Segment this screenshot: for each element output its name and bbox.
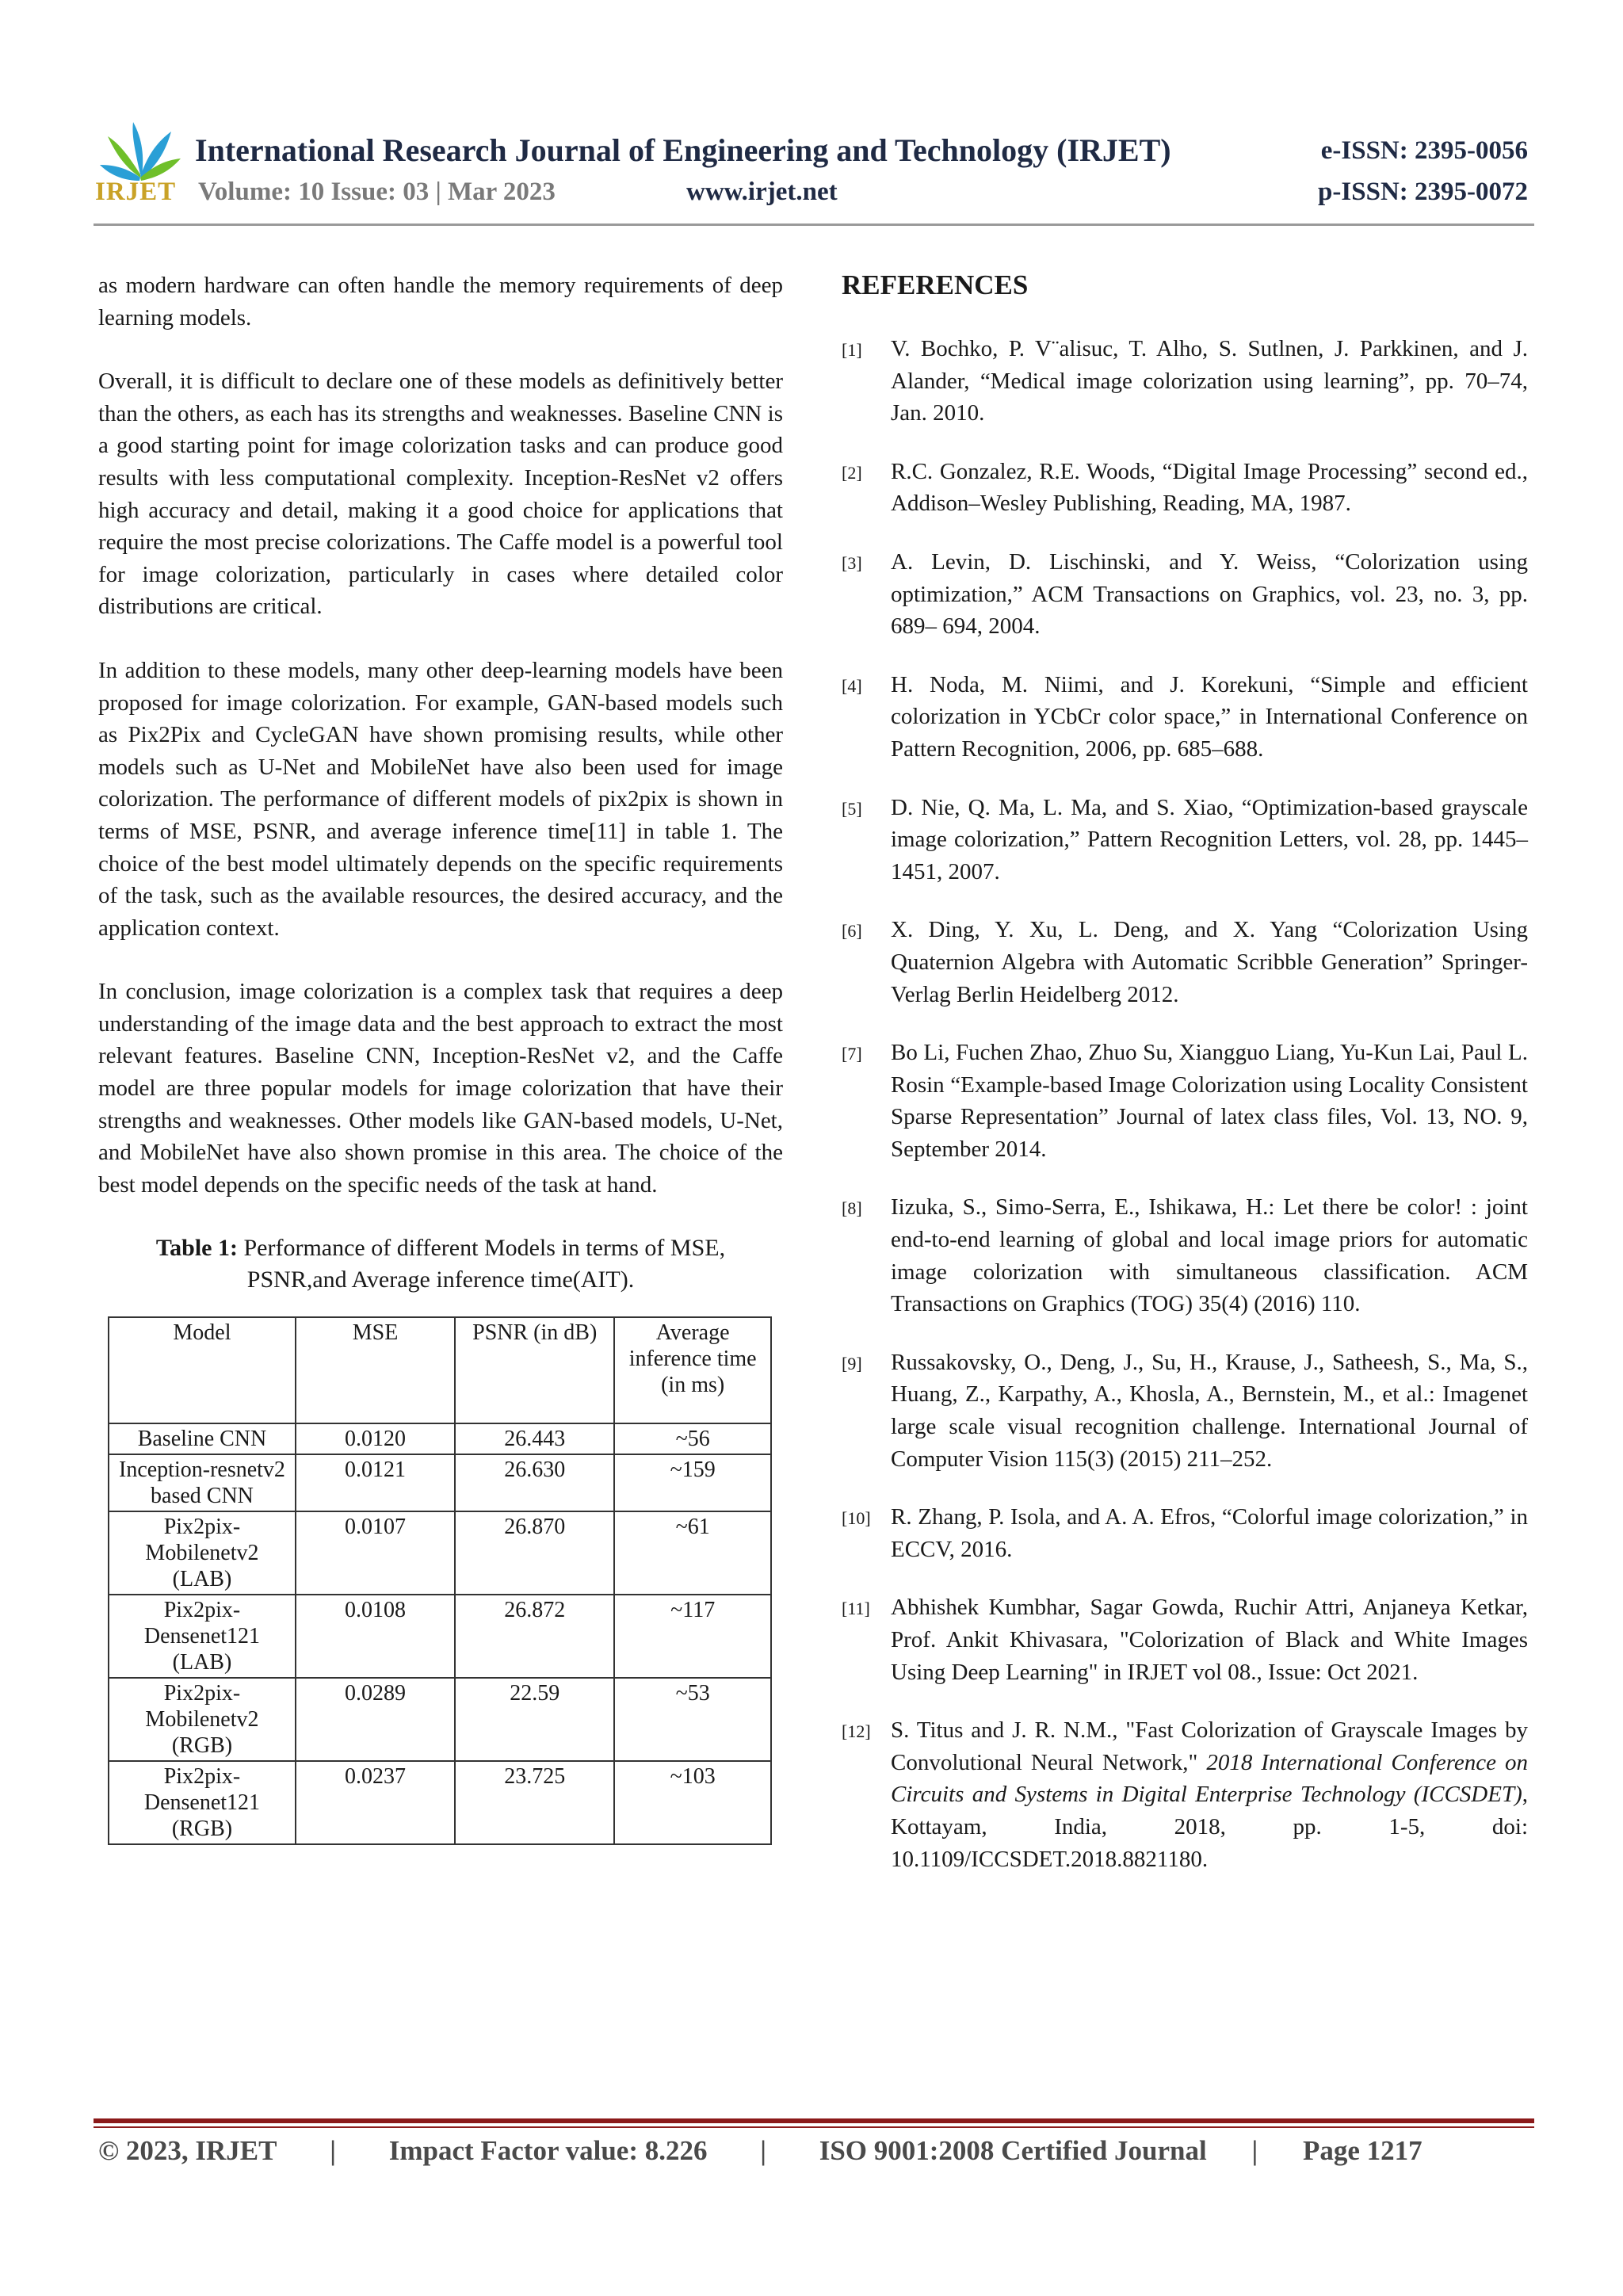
reference-text: , Kottayam, India, 2018, pp. 1-5, doi: 10.1109/ICCSDET.2018.8821180. bbox=[891, 1782, 1528, 1872]
reference-text: Russakovsky, O., Deng, J., Su, H., Krause, J., Satheesh, S., Ma, S., Huang, Z., Karpathy, A., Khosla, A., Bernstein, M., et al.: Imagenet large scale visual recognition challenge. International Journal of Computer Vision 115(3) (2015) 211–252. bbox=[891, 1349, 1528, 1472]
reference-number: [1] bbox=[842, 340, 862, 360]
reference-number: [5] bbox=[842, 798, 862, 819]
right-column bbox=[842, 269, 1528, 1901]
table-row bbox=[109, 1678, 771, 1761]
header-ait: Average inference time (in ms) bbox=[614, 1317, 771, 1423]
cell-mse: 0.0289 bbox=[296, 1678, 455, 1761]
cell-psnr: 26.870 bbox=[455, 1511, 614, 1595]
reference-number: [12] bbox=[842, 1721, 871, 1742]
footer-page-number: Page 1217 bbox=[1302, 2135, 1423, 2166]
table-header-row bbox=[109, 1317, 771, 1423]
references-heading: REFERENCES bbox=[842, 269, 1029, 300]
website-link[interactable]: www.irjet.net bbox=[686, 178, 838, 206]
cell-ait: ~103 bbox=[614, 1761, 771, 1844]
reference-number: [2] bbox=[842, 462, 862, 483]
reference-number: [11] bbox=[842, 1599, 870, 1619]
cell-model: Pix2pix-Densenet121 (RGB) bbox=[109, 1761, 296, 1844]
footer-divider-thin bbox=[94, 2126, 1534, 2128]
header-psnr: PSNR (in dB) bbox=[455, 1317, 614, 1423]
table-caption-line1: Performance of different Models in terms of MSE, bbox=[237, 1235, 726, 1262]
footer-divider bbox=[94, 2118, 1534, 2123]
cell-ait: ~117 bbox=[614, 1595, 771, 1678]
table-caption bbox=[98, 1232, 783, 1296]
reference-text: Bo Li, Fuchen Zhao, Zhuo Su, Xiangguo Liang, Yu-Kun Lai, Paul L. Rosin “Example-based Image Colorization using Locality Consistent Sparse Representation” Journal of latex class files, Vol. 13, NO. 9, September 2014. bbox=[891, 1040, 1528, 1162]
reference-item bbox=[842, 546, 1528, 643]
cell-model: Baseline CNN bbox=[109, 1423, 296, 1454]
reference-text: R. Zhang, P. Isola, and A. A. Efros, “Colorful image colorization,” in ECCV, 2016. bbox=[891, 1504, 1528, 1562]
reference-text: R.C. Gonzalez, R.E. Woods, “Digital Image Processing” second ed., Addison–Wesley Publishing, Reading, MA, 1987. bbox=[891, 458, 1528, 517]
cell-ait: ~159 bbox=[614, 1454, 771, 1511]
reference-text: Iizuka, S., Simo-Serra, E., Ishikawa, H.: Let there be color! : joint end-to-end learning of global and local image priors for automatic image colorization with simultaneous classification. ACM Transactions on Graphics (TOG) 35(4) (2016) 110. bbox=[891, 1194, 1528, 1317]
table-caption-label: Table 1: bbox=[155, 1235, 238, 1262]
reference-text: Abhishek Kumbhar, Sagar Gowda, Ruchir Attri, Anjaneya Ketkar, Prof. Ankit Khivasara, "Colorization of Black and White Images Using Deep Learning" in IRJET vol 08., Issue: Oct 2021. bbox=[891, 1595, 1528, 1685]
reference-number: [3] bbox=[842, 552, 862, 573]
eissn: e-ISSN: 2395-0056 bbox=[1320, 136, 1528, 165]
reference-item bbox=[842, 456, 1528, 520]
reference-number: [8] bbox=[842, 1198, 862, 1219]
logo-text: IRJET bbox=[95, 178, 177, 206]
table-row bbox=[109, 1761, 771, 1844]
journal-title: International Research Journal of Engineering and Technology (IRJET) bbox=[195, 132, 1171, 168]
footer-copyright: © 2023, IRJET bbox=[98, 2135, 277, 2166]
table-row bbox=[109, 1454, 771, 1511]
paragraph: In conclusion, image colorization is a complex task that requires a deep understanding of the image data and the best approach to extract the most relevant features. Baseline CNN, Inception-ResNet v2, and the Caffe model are three popular models for image colorization that have their strengths and weaknesses. Other models like GAN-based models, U-Net, and MobileNet have also shown promise in this area. The choice of the best model depends on the specific needs of the task at hand. bbox=[98, 979, 783, 1198]
pissn: p-ISSN: 2395-0072 bbox=[1318, 178, 1528, 206]
cell-mse: 0.0121 bbox=[296, 1454, 455, 1511]
cell-psnr: 23.725 bbox=[455, 1761, 614, 1844]
left-column bbox=[98, 269, 783, 1845]
reference-item bbox=[842, 792, 1528, 888]
reference-number: [10] bbox=[842, 1508, 871, 1529]
cell-model: Inception-resnetv2 based CNN bbox=[109, 1454, 296, 1511]
performance-table bbox=[108, 1316, 772, 1845]
reference-venue: 2018 International Conference on Circuits and Systems in Digital Enterprise Technology (ICCSDET) bbox=[891, 1749, 1529, 1808]
reference-text: V. Bochko, P. V¨alisuc, T. Alho, S. Sutlnen, J. Parkkinen, and J. Alander, “Medical image colorization using learning”, pp. 70–74, Jan. 2010. bbox=[891, 336, 1528, 426]
reference-text: X. Ding, Y. Xu, L. Deng, and X. Yang “Colorization Using Quaternion Algebra with Automatic Scribble Generation” Springer-Verlag Berlin Heidelberg 2012. bbox=[891, 917, 1528, 1007]
footer-separator: | bbox=[760, 2135, 766, 2166]
cell-model: Pix2pix-Mobilenetv2 (RGB) bbox=[109, 1678, 296, 1761]
cell-model: Pix2pix-Densenet121 (LAB) bbox=[109, 1595, 296, 1678]
reference-item bbox=[842, 333, 1528, 430]
cell-psnr: 26.630 bbox=[455, 1454, 614, 1511]
cell-psnr: 26.872 bbox=[455, 1595, 614, 1678]
reference-number: [6] bbox=[842, 921, 862, 942]
reference-text: H. Noda, M. Niimi, and J. Korekuni, “Simple and efficient colorization in YCbCr color space,” in International Conference on Pattern Recognition, 2006, pp. 685–688. bbox=[891, 671, 1528, 762]
footer-iso: ISO 9001:2008 Certified Journal bbox=[819, 2135, 1207, 2166]
cell-mse: 0.0107 bbox=[296, 1511, 455, 1595]
cell-ait: ~56 bbox=[614, 1423, 771, 1454]
reference-item bbox=[842, 1591, 1528, 1688]
table-caption-line2: PSNR,and Average inference time(AIT). bbox=[246, 1266, 635, 1293]
reference-number: [7] bbox=[842, 1044, 862, 1064]
footer-separator: | bbox=[330, 2135, 336, 2166]
footer bbox=[98, 2135, 1525, 2167]
reference-text: A. Levin, D. Lischinski, and Y. Weiss, “Colorization using optimization,” ACM Transactions on Graphics, vol. 23, no. 3, pp. 689– 694, 2004. bbox=[891, 548, 1528, 640]
header-model: Model bbox=[109, 1317, 296, 1423]
cell-mse: 0.0120 bbox=[296, 1423, 455, 1454]
table-row bbox=[109, 1423, 771, 1454]
footer-separator: | bbox=[1251, 2135, 1258, 2166]
table-row bbox=[109, 1511, 771, 1595]
reference-item bbox=[842, 1347, 1528, 1475]
paragraph: In addition to these models, many other deep-learning models have been proposed for image colorization. For example, GAN-based models such as Pix2Pix and CycleGAN have shown promising results, while other models such as U-Net and MobileNet have also been used for image colorization. The performance of different models of pix2pix is shown in terms of MSE, PSNR, and average inference time[11] in table 1. The choice of the best model ultimately depends on the specific requirements of the task, such as the available resources, the desired accuracy, and the application context. bbox=[98, 657, 783, 941]
cell-mse: 0.0237 bbox=[296, 1761, 455, 1844]
cell-psnr: 22.59 bbox=[455, 1678, 614, 1761]
header-mse: MSE bbox=[296, 1317, 455, 1423]
paragraph: as modern hardware can often handle the memory requirements of deep learning models. bbox=[98, 273, 783, 330]
header-divider bbox=[94, 223, 1534, 226]
cell-psnr: 26.443 bbox=[455, 1423, 614, 1454]
table-row bbox=[109, 1595, 771, 1678]
reference-item bbox=[842, 1191, 1528, 1320]
cell-ait: ~61 bbox=[614, 1511, 771, 1595]
reference-text: D. Nie, Q. Ma, L. Ma, and S. Xiao, “Optimization-based grayscale image colorization,” Pattern Recognition Letters, vol. 28, pp. 1445– 1451, 2007. bbox=[891, 794, 1528, 884]
cell-ait: ~53 bbox=[614, 1678, 771, 1761]
reference-item bbox=[842, 1037, 1528, 1165]
paragraph: Overall, it is difficult to declare one of these models as definitively better than the others, as each has its strengths and weaknesses. Baseline CNN is a good starting point for image colorization tasks and can produce good results with less computational complexity. Inception-ResNet v2 offers high accuracy and detail, making it a good choice for applications that require the most precise colorizations. The Caffe model is a powerful tool for image colorization, particularly in cases where detailed color distributions are critical. bbox=[98, 369, 783, 620]
reference-item bbox=[842, 669, 1528, 766]
footer-impact-factor: Impact Factor value: 8.226 bbox=[388, 2135, 708, 2166]
reference-number: [4] bbox=[842, 675, 862, 696]
reference-text: S. Titus and J. R. N.M., "Fast Colorization of Grayscale Images by Convolutional Neural Network," bbox=[891, 1717, 1528, 1775]
cell-model: Pix2pix-Mobilenetv2 (LAB) bbox=[109, 1511, 296, 1595]
reference-item bbox=[842, 1501, 1528, 1565]
volume-issue: Volume: 10 Issue: 03 | Mar 2023 bbox=[198, 178, 556, 206]
cell-mse: 0.0108 bbox=[296, 1595, 455, 1678]
reference-item bbox=[842, 914, 1528, 1010]
reference-item bbox=[842, 1714, 1528, 1875]
reference-number: [9] bbox=[842, 1353, 862, 1373]
